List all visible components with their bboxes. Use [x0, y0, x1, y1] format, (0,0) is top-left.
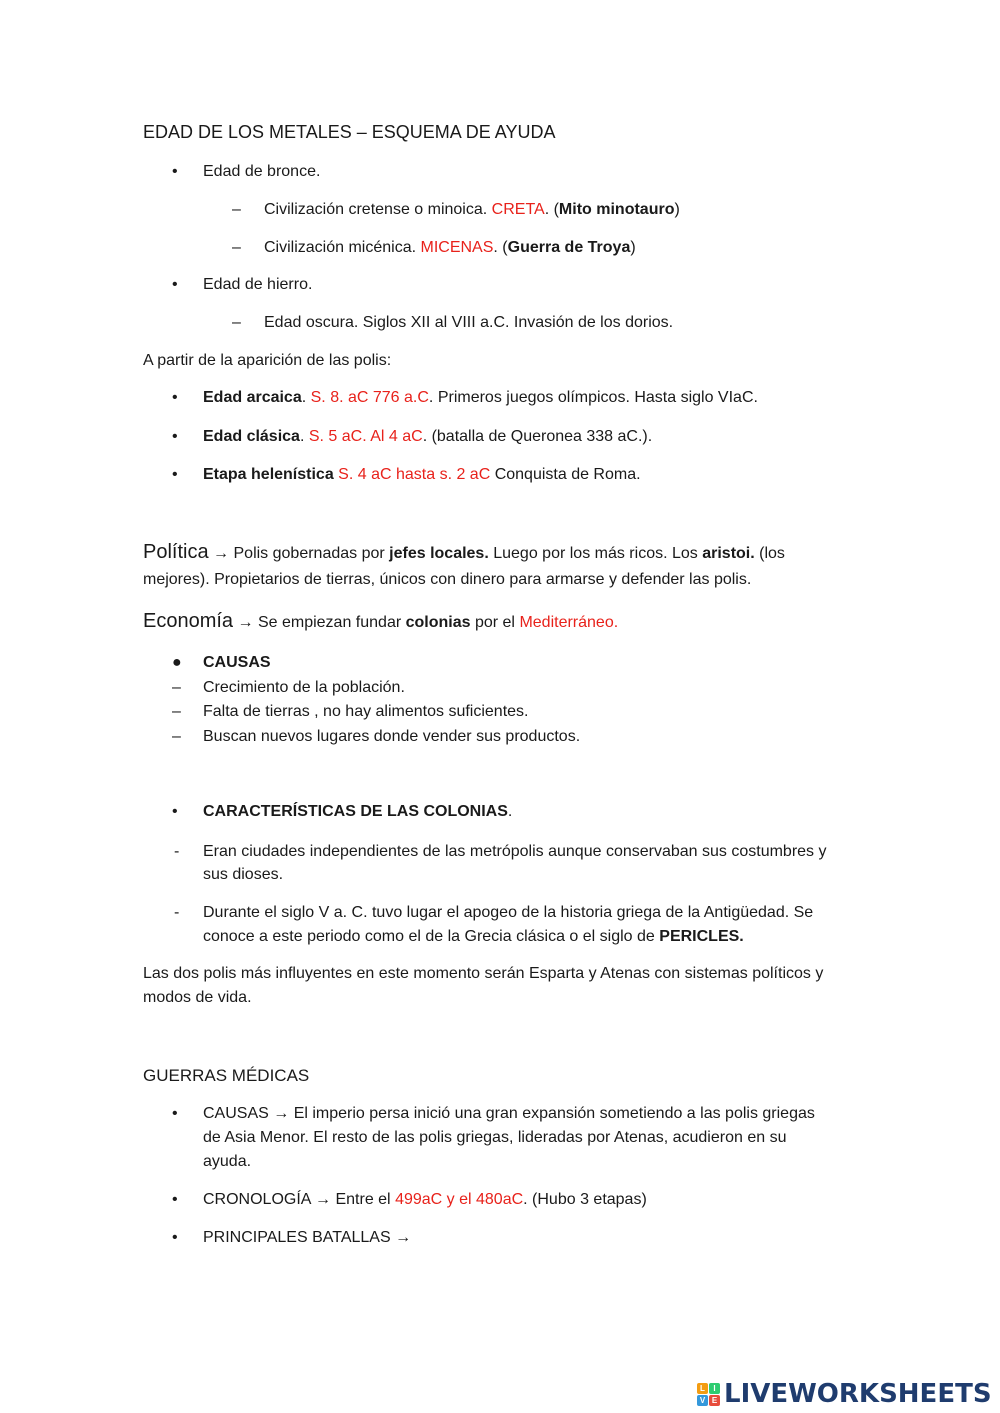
mycenae-item: Civilización micénica. MICENAS. (Guerra de Troya): [264, 239, 636, 256]
bullet-icon: •: [172, 428, 178, 445]
iron-age-item: Edad de hierro.: [203, 276, 313, 293]
bronze-age-item: Edad de bronce.: [203, 163, 321, 180]
period-hellenistic: Etapa helenística S. 4 aC hasta s. 2 aC Conquista de Roma.: [203, 466, 641, 483]
bullet-icon: •: [172, 803, 178, 820]
dash-icon: –: [172, 703, 181, 720]
politica-heading: Política: [143, 541, 209, 563]
guerras-causas-cont: ayuda.: [203, 1153, 252, 1170]
dash-icon: -: [174, 843, 180, 860]
guerras-cronologia: CRONOLOGÍA → Entre el 499aC y el 480aC. (Hubo 3 etapas): [203, 1191, 647, 1208]
bullet-icon: •: [172, 163, 178, 180]
crete-item: Civilización cretense o minoica. CRETA. (Mito minotauro): [264, 201, 680, 218]
dash-icon: –: [232, 239, 241, 256]
economia-paragraph: Economía → Se empiezan fundar colonias por el Mediterráneo.: [143, 610, 619, 632]
economia-heading: Economía: [143, 610, 234, 632]
page-title: EDAD DE LOS METALES – ESQUEMA DE AYUDA: [143, 122, 556, 142]
causas-label: CAUSAS: [203, 654, 271, 671]
bullet-icon: •: [172, 1191, 178, 1208]
colonias-item-1: Eran ciudades independientes de las metrópolis aunque conservaban sus costumbres y: [203, 843, 827, 860]
bullet-icon: •: [172, 1229, 178, 1246]
section-heading-guerras: GUERRAS MÉDICAS: [143, 1066, 310, 1085]
dash-icon: –: [232, 201, 241, 218]
closing-paragraph-cont: modos de vida.: [143, 989, 252, 1006]
logo-text: LIVEWORKSHEETS: [724, 1379, 992, 1409]
bullet-icon: ●: [172, 654, 182, 671]
caracteristicas-label: CARACTERÍSTICAS DE LAS COLONIAS.: [203, 803, 513, 820]
dash-icon: –: [232, 314, 241, 331]
colonias-item-1-cont: sus dioses.: [203, 866, 284, 883]
logo-icon: L I V E: [697, 1383, 720, 1406]
bullet-icon: •: [172, 276, 178, 293]
dark-age-item: Edad oscura. Siglos XII al VIII a.C. Invasión de los dorios.: [264, 314, 674, 331]
dash-icon: –: [172, 679, 181, 696]
guerras-causas: CAUSAS → El imperio persa inició una gran expansión sometiendo a las polis griegas: [203, 1105, 815, 1122]
guerras-causas-cont: de Asia Menor. El resto de las polis griegas, lideradas por Atenas, acudieron en su: [203, 1129, 787, 1146]
politica-paragraph: Política → Polis gobernadas por jefes locales. Luego por los más ricos. Los aristoi. (los: [143, 541, 785, 563]
colonias-item-2: Durante el siglo V a. C. tuvo lugar el apogeo de la historia griega de la Antigüedad. Se: [203, 904, 814, 921]
guerras-batallas: PRINCIPALES BATALLAS →: [203, 1229, 412, 1246]
bullet-icon: •: [172, 1105, 178, 1122]
list-item: Falta de tierras , no hay alimentos suficientes.: [203, 703, 529, 720]
bullet-icon: •: [172, 389, 178, 406]
liveworksheets-logo[interactable]: [697, 1378, 992, 1410]
politica-line-2: mejores). Propietarios de tierras, únicos con dinero para armarse y defender las polis.: [143, 571, 752, 588]
period-archaic: Edad arcaica. S. 8. aC 776 a.C. Primeros juegos olímpicos. Hasta siglo VIaC.: [203, 389, 758, 406]
list-item: Crecimiento de la población.: [203, 679, 405, 696]
arrow-icon: →: [213, 545, 230, 562]
list-item: Buscan nuevos lugares donde vender sus productos.: [203, 728, 581, 745]
colonias-item-2-cont: conoce a este periodo como el de la Grecia clásica o el siglo de PERICLES.: [203, 928, 744, 945]
bullet-icon: •: [172, 466, 178, 483]
dash-icon: -: [174, 904, 180, 921]
period-classical: Edad clásica. S. 5 aC. Al 4 aC. (batalla de Queronea 338 aC.).: [203, 428, 653, 445]
closing-paragraph: Las dos polis más influyentes en este momento serán Esparta y Atenas con sistemas políticos y: [143, 965, 824, 982]
dash-icon: –: [172, 728, 181, 745]
arrow-icon: →: [237, 614, 254, 631]
polis-intro: A partir de la aparición de las polis:: [143, 352, 392, 369]
